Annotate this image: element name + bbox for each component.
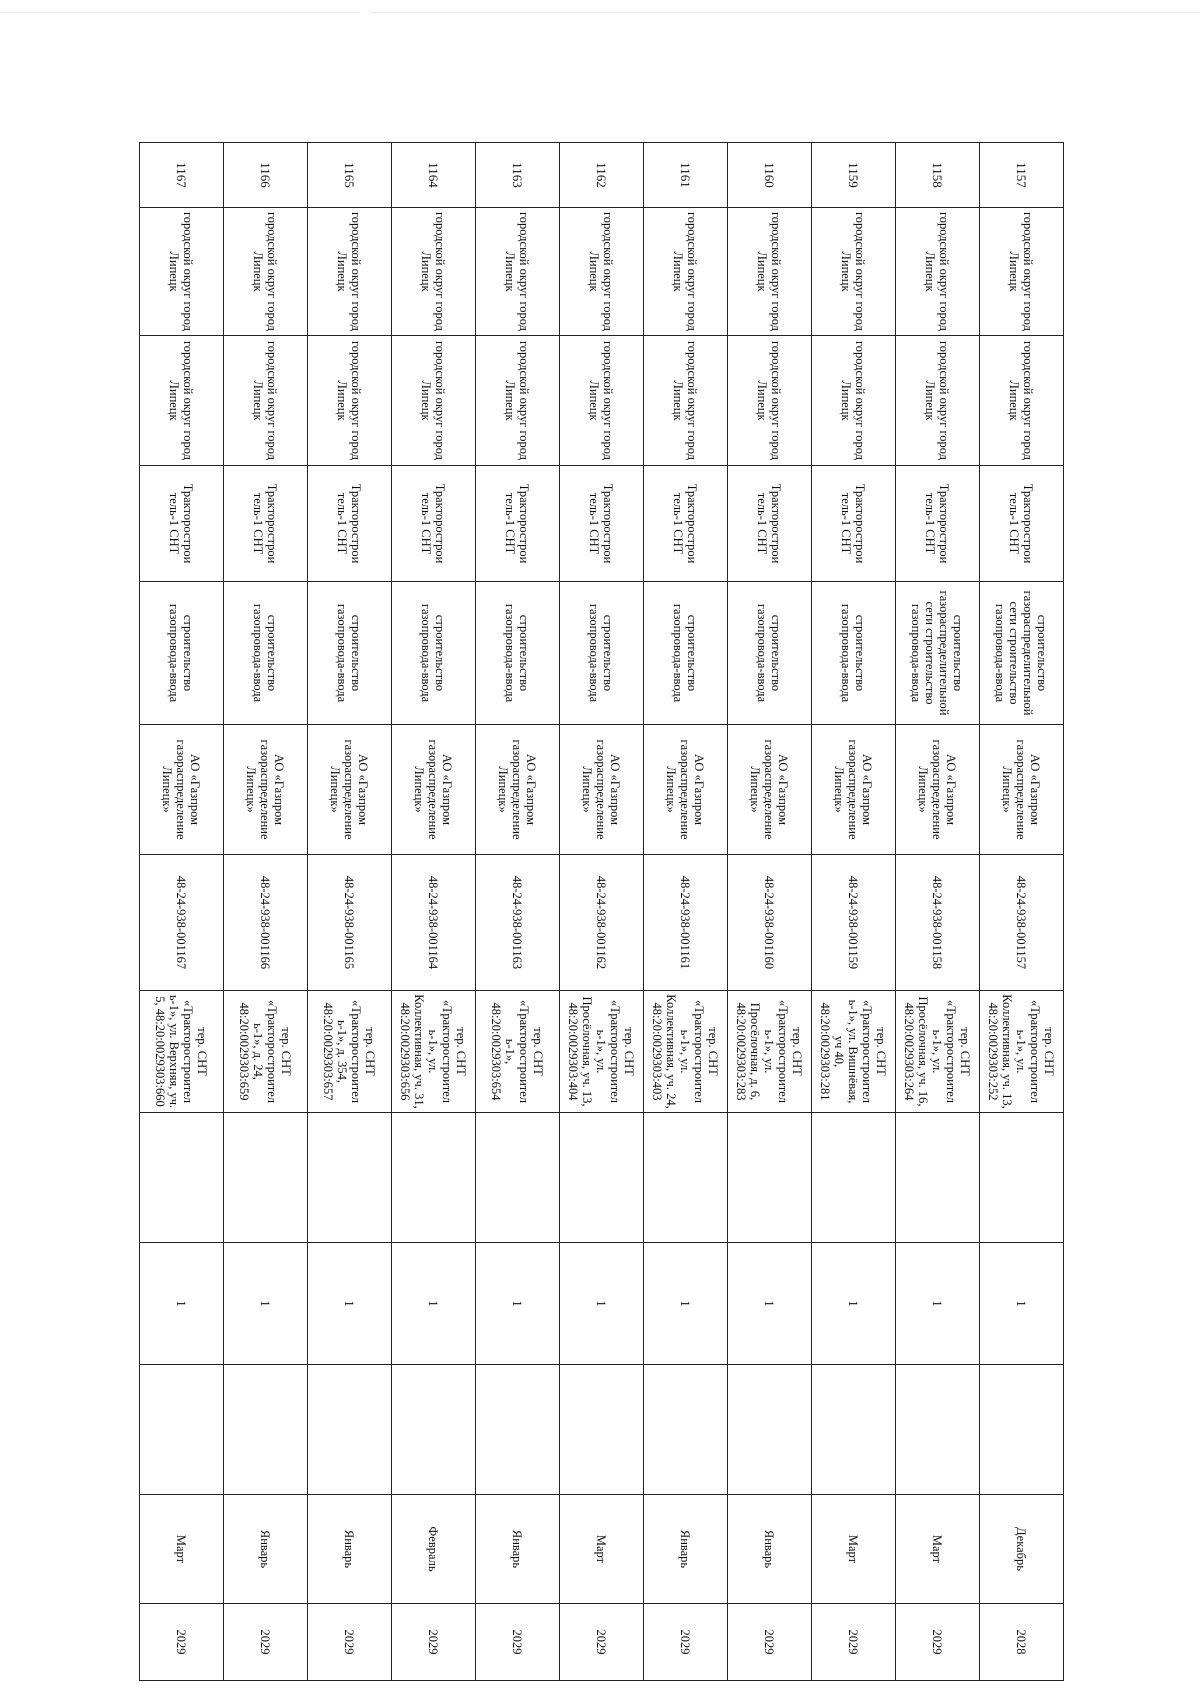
settlement-cell: городской округ город Липецк	[980, 336, 1064, 466]
month-cell: Январь	[224, 1495, 308, 1604]
year-cell: 2028	[980, 1604, 1064, 1681]
year-cell: 2029	[224, 1604, 308, 1681]
table-row	[896, 143, 980, 1681]
quantity-cell: 1	[224, 1243, 308, 1365]
district-cell: городской округ город Липецк	[140, 208, 224, 336]
month-cell: Январь	[728, 1495, 812, 1604]
row-number-cell: 1163	[476, 143, 560, 208]
empty-cell	[980, 1113, 1064, 1243]
year-cell: 2029	[140, 1604, 224, 1681]
empty-cell-2	[224, 1365, 308, 1495]
organization-cell: АО «Газпром газораспределение Липецк»	[560, 725, 644, 855]
work-type-cell: строительство газопровода-ввода	[728, 582, 812, 725]
organization-cell: АО «Газпром газораспределение Липецк»	[980, 725, 1064, 855]
organization-cell: АО «Газпром газораспределение Липецк»	[224, 725, 308, 855]
empty-cell-2	[308, 1365, 392, 1495]
row-number-cell: 1158	[896, 143, 980, 208]
district-cell: городской округ город Липецк	[224, 208, 308, 336]
year-cell: 2029	[812, 1604, 896, 1681]
work-type-cell: строительство газопровода-ввода	[476, 582, 560, 725]
empty-cell	[224, 1113, 308, 1243]
table-row	[560, 143, 644, 1681]
work-type-cell: строительство газопровода-ввода	[560, 582, 644, 725]
quantity-cell: 1	[728, 1243, 812, 1365]
gasification-table	[139, 142, 1064, 1681]
quantity-cell: 1	[308, 1243, 392, 1365]
snt-cell: Тракторострои тель-1 СНТ	[896, 466, 980, 582]
object-code-cell: 48-24-938-001160	[728, 855, 812, 991]
quantity-cell: 1	[644, 1243, 728, 1365]
snt-cell: Тракторострои тель-1 СНТ	[812, 466, 896, 582]
year-cell: 2029	[476, 1604, 560, 1681]
settlement-cell: городской округ город Липецк	[896, 336, 980, 466]
settlement-cell: городской округ город Липецк	[392, 336, 476, 466]
month-cell: Декабрь	[980, 1495, 1064, 1604]
empty-cell-2	[560, 1365, 644, 1495]
address-cell: тер. СНТ «Тракторостроител ь-1», 48:20:0029303:654	[476, 991, 560, 1113]
work-type-cell: строительство газораспределительной сети строительство газопровода-ввода	[980, 582, 1064, 725]
work-type-cell: строительство газопровода-ввода	[224, 582, 308, 725]
empty-cell-2	[140, 1365, 224, 1495]
empty-cell-2	[644, 1365, 728, 1495]
district-cell: городской округ город Липецк	[896, 208, 980, 336]
snt-cell: Тракторострои тель-1 СНТ	[392, 466, 476, 582]
row-number-cell: 1161	[644, 143, 728, 208]
year-cell: 2029	[560, 1604, 644, 1681]
row-number-cell: 1162	[560, 143, 644, 208]
year-cell: 2029	[896, 1604, 980, 1681]
object-code-cell: 48-24-938-001163	[476, 855, 560, 991]
empty-cell	[308, 1113, 392, 1243]
empty-cell-2	[980, 1365, 1064, 1495]
settlement-cell: городской округ город Липецк	[224, 336, 308, 466]
object-code-cell: 48-24-938-001164	[392, 855, 476, 991]
organization-cell: АО «Газпром газораспределение Липецк»	[476, 725, 560, 855]
object-code-cell: 48-24-938-001159	[812, 855, 896, 991]
table-row	[728, 143, 812, 1681]
empty-cell	[896, 1113, 980, 1243]
address-cell: тер. СНТ «Тракторостроител ь-1», ул. Вишнёвая, уч 40, 48:20:0029303:281	[812, 991, 896, 1113]
snt-cell: Тракторострои тель-1 СНТ	[728, 466, 812, 582]
snt-cell: Тракторострои тель-1 СНТ	[560, 466, 644, 582]
work-type-cell: строительство газопровода-ввода	[140, 582, 224, 725]
table-body	[140, 143, 1064, 1681]
object-code-cell: 48-24-938-001157	[980, 855, 1064, 991]
month-cell: Февраль	[392, 1495, 476, 1604]
empty-cell	[392, 1113, 476, 1243]
table-row	[980, 143, 1064, 1681]
rotated-table-wrapper	[140, 142, 1064, 1680]
address-cell: тер. СНТ «Тракторостроител ь-1», ул. Коллективная, уч. 13, 48:20:0029303:252	[980, 991, 1064, 1113]
year-cell: 2029	[308, 1604, 392, 1681]
address-cell: тер. СНТ «Тракторостроител ь-1», д. 24, 48:20:0029303:659	[224, 991, 308, 1113]
table-row	[140, 143, 224, 1681]
district-cell: городской округ город Липецк	[392, 208, 476, 336]
object-code-cell: 48-24-938-001158	[896, 855, 980, 991]
month-cell: Март	[812, 1495, 896, 1604]
snt-cell: Тракторострои тель-1 СНТ	[308, 466, 392, 582]
settlement-cell: городской округ город Липецк	[560, 336, 644, 466]
district-cell: городской округ город Липецк	[728, 208, 812, 336]
object-code-cell: 48-24-938-001167	[140, 855, 224, 991]
quantity-cell: 1	[896, 1243, 980, 1365]
address-cell: тер. СНТ «Тракторостроител ь-1», ул. Просёлочная, уч. 16, 48:20:0029303:264	[896, 991, 980, 1113]
quantity-cell: 1	[812, 1243, 896, 1365]
row-number-cell: 1164	[392, 143, 476, 208]
month-cell: Январь	[476, 1495, 560, 1604]
organization-cell: АО «Газпром газораспределение Липецк»	[308, 725, 392, 855]
snt-cell: Тракторострои тель-1 СНТ	[476, 466, 560, 582]
month-cell: Март	[896, 1495, 980, 1604]
quantity-cell: 1	[980, 1243, 1064, 1365]
work-type-cell: строительство газопровода-ввода	[644, 582, 728, 725]
address-cell: тер. СНТ «Тракторостроител ь-1», д. 354, 48:20:0029303:657	[308, 991, 392, 1113]
address-cell: тер. СНТ «Тракторостроител ь-1», ул. Просёлочная, уч. 13, 48:20:0029303:404	[560, 991, 644, 1113]
quantity-cell: 1	[476, 1243, 560, 1365]
table-row	[812, 143, 896, 1681]
work-type-cell: строительство газораспределительной сети строительство газопровода-ввода	[896, 582, 980, 725]
year-cell: 2029	[644, 1604, 728, 1681]
empty-cell-2	[896, 1365, 980, 1495]
quantity-cell: 1	[392, 1243, 476, 1365]
settlement-cell: городской округ город Липецк	[140, 336, 224, 466]
snt-cell: Тракторострои тель-1 СНТ	[644, 466, 728, 582]
row-number-cell: 1159	[812, 143, 896, 208]
organization-cell: АО «Газпром газораспределение Липецк»	[812, 725, 896, 855]
organization-cell: АО «Газпром газораспределение Липецк»	[392, 725, 476, 855]
empty-cell	[560, 1113, 644, 1243]
work-type-cell: строительство газопровода-ввода	[392, 582, 476, 725]
district-cell: городской округ город Липецк	[308, 208, 392, 336]
quantity-cell: 1	[140, 1243, 224, 1365]
organization-cell: АО «Газпром газораспределение Липецк»	[140, 725, 224, 855]
settlement-cell: городской округ город Липецк	[812, 336, 896, 466]
table-row	[308, 143, 392, 1681]
empty-cell-2	[728, 1365, 812, 1495]
empty-cell	[140, 1113, 224, 1243]
organization-cell: АО «Газпром газораспределение Липецк»	[728, 725, 812, 855]
month-cell: Январь	[308, 1495, 392, 1604]
settlement-cell: городской округ город Липецк	[728, 336, 812, 466]
scan-edge-line	[0, 12, 1200, 13]
district-cell: городской округ город Липецк	[476, 208, 560, 336]
row-number-cell: 1167	[140, 143, 224, 208]
district-cell: городской округ город Липецк	[812, 208, 896, 336]
organization-cell: АО «Газпром газораспределение Липецк»	[644, 725, 728, 855]
table-row	[224, 143, 308, 1681]
table-row	[644, 143, 728, 1681]
address-cell: тер. СНТ «Тракторостроител ь-1», ул. Просёлочная, д. 6, 48:20:0029303:283	[728, 991, 812, 1113]
year-cell: 2029	[392, 1604, 476, 1681]
empty-cell	[728, 1113, 812, 1243]
empty-cell-2	[476, 1365, 560, 1495]
row-number-cell: 1166	[224, 143, 308, 208]
district-cell: городской округ город Липецк	[644, 208, 728, 336]
row-number-cell: 1157	[980, 143, 1064, 208]
empty-cell	[644, 1113, 728, 1243]
snt-cell: Тракторострои тель-1 СНТ	[980, 466, 1064, 582]
object-code-cell: 48-24-938-001162	[560, 855, 644, 991]
address-cell: тер. СНТ «Тракторостроител ь-1», ул. Коллективная, уч. 31, 48:20:0029303:656	[392, 991, 476, 1113]
address-cell: тер. СНТ «Тракторостроител ь-1», ул. Верхняя, уч. 5, 48:20:0029303:660	[140, 991, 224, 1113]
month-cell: Март	[140, 1495, 224, 1604]
district-cell: городской округ город Липецк	[980, 208, 1064, 336]
empty-cell	[812, 1113, 896, 1243]
year-cell: 2029	[728, 1604, 812, 1681]
object-code-cell: 48-24-938-001166	[224, 855, 308, 991]
object-code-cell: 48-24-938-001165	[308, 855, 392, 991]
settlement-cell: городской округ город Липецк	[308, 336, 392, 466]
settlement-cell: городской округ город Липецк	[644, 336, 728, 466]
month-cell: Март	[560, 1495, 644, 1604]
empty-cell-2	[812, 1365, 896, 1495]
object-code-cell: 48-24-938-001161	[644, 855, 728, 991]
month-cell: Январь	[644, 1495, 728, 1604]
address-cell: тер. СНТ «Тракторостроител ь-1», ул. Коллективная, уч. 24, 48:20:0029303:403	[644, 991, 728, 1113]
empty-cell	[476, 1113, 560, 1243]
empty-cell-2	[392, 1365, 476, 1495]
row-number-cell: 1160	[728, 143, 812, 208]
district-cell: городской округ город Липецк	[560, 208, 644, 336]
table-row	[392, 143, 476, 1681]
snt-cell: Тракторострои тель-1 СНТ	[224, 466, 308, 582]
settlement-cell: городской округ город Липецк	[476, 336, 560, 466]
work-type-cell: строительство газопровода-ввода	[812, 582, 896, 725]
work-type-cell: строительство газопровода-ввода	[308, 582, 392, 725]
organization-cell: АО «Газпром газораспределение Липецк»	[896, 725, 980, 855]
table-row	[476, 143, 560, 1681]
quantity-cell: 1	[560, 1243, 644, 1365]
row-number-cell: 1165	[308, 143, 392, 208]
snt-cell: Тракторострои тель-1 СНТ	[140, 466, 224, 582]
